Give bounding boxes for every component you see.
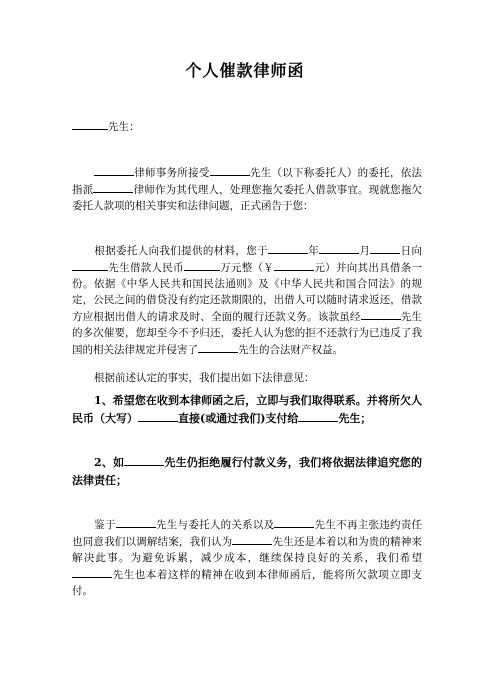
paragraph-conclusion — [72, 516, 422, 599]
amount-words-blank — [138, 410, 178, 422]
p2-text-e: 先生借款人民币 — [108, 262, 184, 274]
day-blank — [370, 242, 400, 254]
p2-text-b: 年 — [307, 245, 320, 257]
p1-text-a: 律师事务所接受 — [134, 167, 210, 179]
opinion-item-2 — [72, 454, 422, 490]
p4-text-c: 先生； — [338, 412, 372, 425]
paragraph-opinion-intro — [72, 370, 422, 386]
p2-text-i: 先生的合法财产权益。 — [238, 344, 343, 356]
salutation-text: 先生： — [108, 121, 140, 133]
client-blank — [210, 164, 250, 176]
p2-text-a: 根据委托人向我们提供的材料，您于 — [94, 245, 268, 257]
p6-text-a: 鉴于 — [94, 519, 116, 531]
p1-text-b: 先生（以下称委托人）的委托，依法指派 — [72, 167, 423, 196]
creditor-blank-2 — [198, 341, 238, 353]
p1-text-c: 律师作为其代理人，处理您拖欠委托人借款事宜。现就您拖欠委托人款项的相关事实和法律问题，正式函告于您： — [72, 184, 423, 212]
p5-text-a: 2、如 — [94, 456, 125, 469]
payee-blank — [298, 410, 338, 422]
p2-text-f: 万元整（￥ — [219, 262, 275, 274]
paragraph-facts — [72, 242, 422, 358]
p6-text-d: 先生还是本着以和为贵的精神来解决此事。为避免诉累，减少成本，继续保持良好的关系，我们希望 — [72, 536, 423, 564]
party-blank-1 — [116, 516, 156, 528]
debtor-blank — [124, 454, 164, 466]
p3-text: 根据前述认定的事实，我们提出如下法律意见： — [94, 372, 315, 384]
amount-blank — [184, 259, 220, 271]
amount-figure-blank — [274, 259, 314, 271]
p6-text-c: 先生不再主张违约责任也同意我们以调解结案，我们认为 — [72, 519, 423, 548]
p6-text-b: 先生与委托人的关系以及 — [155, 519, 275, 531]
law-firm-blank — [94, 164, 134, 176]
p2-text-c: 月 — [359, 245, 371, 257]
party-blank-4 — [72, 566, 112, 578]
year-blank — [268, 242, 308, 254]
p2-text-g: 元）并向其出具借条一份。依据《中华人民共和国民法通则》及《中华人民共和国合同法》的规定，公民之间的借贷没有约定还款期限的，出借人可以随时请求返还，借款方应根据出借人的请求及时、全面的履行还款义务。该款虽经 — [72, 262, 423, 323]
month-blank — [319, 242, 359, 254]
paragraph-intro — [72, 164, 422, 214]
salutation — [72, 118, 422, 135]
lender-blank — [72, 259, 108, 271]
party-blank-3 — [232, 533, 272, 545]
name-blank — [72, 118, 108, 130]
p2-text-d: 日向 — [400, 245, 423, 257]
lawyer-blank — [93, 181, 133, 193]
party-blank-2 — [274, 516, 314, 528]
page-title: 个人催款律师函 — [185, 61, 305, 80]
p4-text-b: 直接(或通过我们)支付给 — [178, 412, 299, 425]
p2-text-h: 先生的多次催要，您却至今不予归还，委托人认为您的拒不还款行为已违反了我国的相关法律规定并侵害了 — [72, 311, 423, 356]
p6-text-e: 先生也本着这样的精神在收到本律师函后，能将所欠款项立即支付。 — [72, 569, 422, 597]
p4-text-a: 1、希望您在收到本律师函之后，立即与我们取得联系。并将所欠人民币（大写） — [72, 394, 422, 425]
creditor-blank — [361, 308, 401, 320]
p5-text-b: 先生仍拒绝履行付款义务，我们将依据法律追究您的法律责任； — [72, 456, 423, 487]
opinion-item-1 — [72, 392, 422, 428]
